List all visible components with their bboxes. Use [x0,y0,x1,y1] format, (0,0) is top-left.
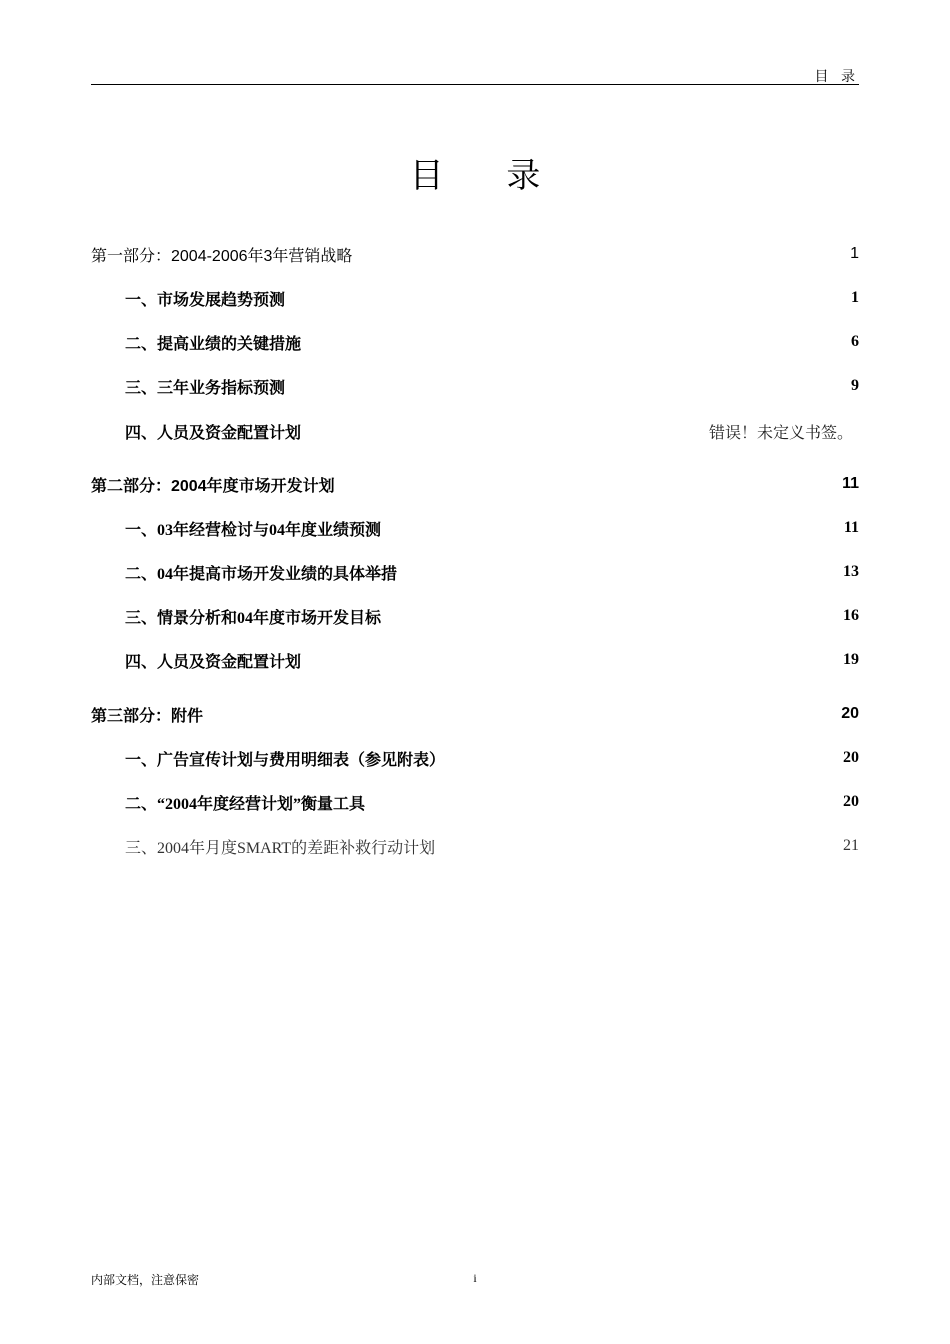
toc-entry-label: 二、提高业绩的关键措施 [125,335,302,353]
toc-entry-page: 1 [850,245,859,262]
toc-entry-page: 1 [851,289,859,306]
toc-entry-label: 第三部分：附件 [91,707,204,725]
toc-entry-label: 三、情景分析和04年度市场开发目标 [125,609,382,627]
toc-entry[interactable] [91,515,859,541]
toc-entry[interactable] [91,329,859,355]
toc-entry-page: 11 [843,519,859,536]
page-title: 目 录 [409,155,567,196]
toc-entry[interactable] [91,603,859,629]
toc-entry[interactable] [91,373,859,399]
toc-entry-part-2[interactable] [91,471,859,497]
toc-entry-page-error: 错误！未定义书签。 [708,424,853,442]
toc-entry[interactable] [91,647,859,673]
toc-entry[interactable] [91,559,859,585]
toc-entry-page: 20 [843,793,859,810]
toc-entry-label: 三、2004年月度SMART的差距补救行动计划 [125,839,436,857]
toc-entry-label: 第二部分：2004年度市场开发计划 [91,477,335,495]
toc-entry-page: 19 [843,651,859,668]
toc-entry-label: 一、广告宣传计划与费用明细表（参见附表） [125,751,446,769]
toc-entry[interactable] [91,418,859,444]
toc-entry-page: 20 [841,705,859,722]
toc-entry-page: 20 [843,749,859,766]
toc-entry[interactable] [91,745,859,771]
toc-entry-page: 11 [842,475,859,492]
toc-entry-label: 二、04年提高市场开发业绩的具体举措 [125,565,398,583]
footer-page-number: i [473,1271,477,1285]
toc-entry-label: 四、人员及资金配置计划 [125,653,302,671]
toc-entry-label: 一、市场发展趋势预测 [125,291,286,309]
toc-entry-label: 第一部分：2004-2006年3年营销战略 [91,247,353,265]
toc-entry-page: 9 [851,377,859,394]
footer-confidential-note: 内部文档，注意保密 [91,1273,200,1287]
header-rule [91,84,859,85]
toc-entry-part-3[interactable] [91,701,859,727]
toc-entry-label: 四、人员及资金配置计划 [125,424,302,442]
toc-entry-part-1[interactable] [91,241,859,267]
toc-entry[interactable] [91,789,859,815]
toc-entry-page: 6 [851,333,859,350]
toc-entry-label: 三、三年业务指标预测 [125,379,286,397]
toc-entry[interactable] [91,285,859,311]
header-text: 目 录 [814,69,859,85]
toc-entry-label: 一、03年经营检讨与04年度业绩预测 [125,521,382,539]
toc-entry-label: 二、“2004年度经营计划”衡量工具 [125,795,366,813]
toc-entry-page: 13 [843,563,859,580]
toc-entry[interactable] [91,833,859,859]
toc-entry-page: 16 [843,607,859,624]
toc-entry-page: 21 [843,837,859,854]
